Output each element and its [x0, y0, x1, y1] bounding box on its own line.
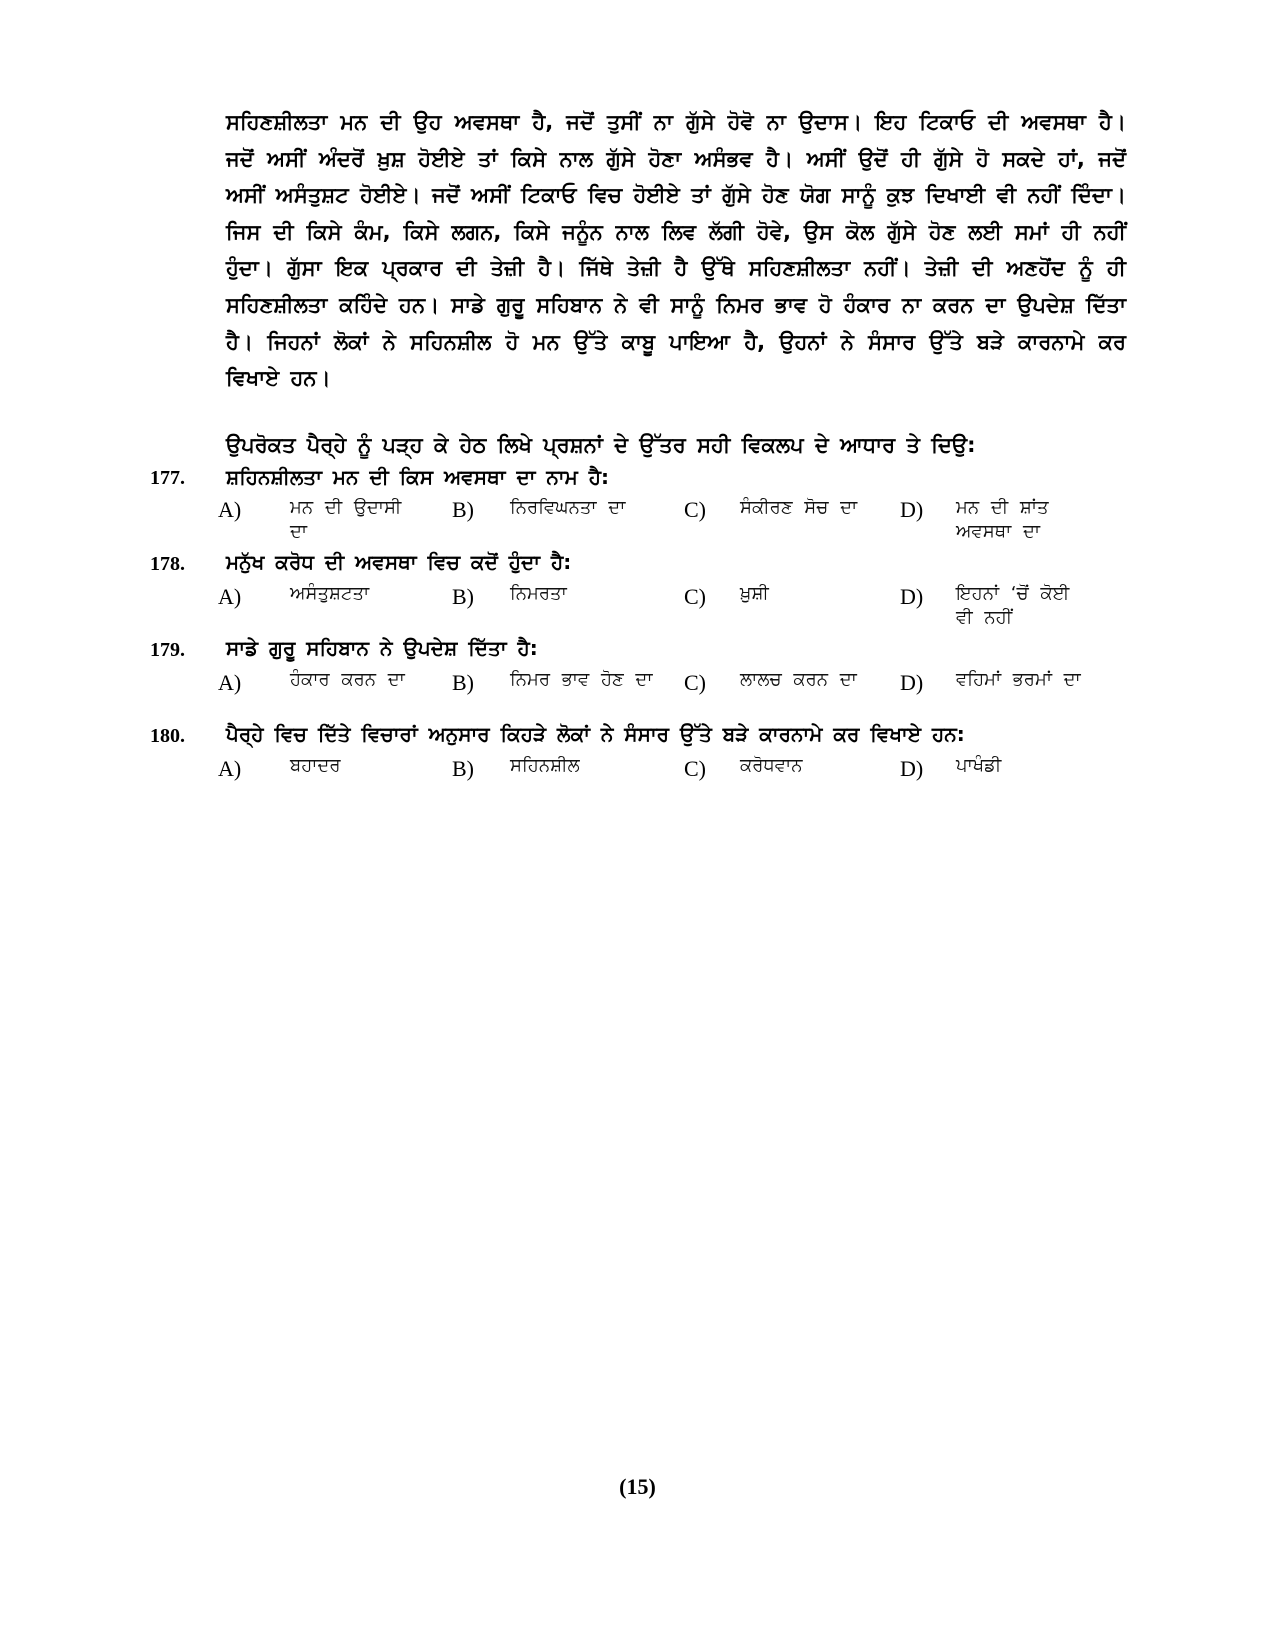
- question-text: ਮਨੁੱਖ ਕਰੋਧ ਦੀ ਅਵਸਥਾ ਵਿਚ ਕਦੋਂ ਹੁੰਦਾ ਹੈ:: [226, 550, 572, 574]
- question-text: ਸ਼ਹਿਨਸ਼ੀਲਤਾ ਮਨ ਦੀ ਕਿਸ ਅਵਸਥਾ ਦਾ ਨਾਮ ਹੈ:: [226, 465, 610, 489]
- question-number: 177.: [150, 467, 185, 489]
- option-text[interactable]: ਲਾਲਚ ਕਰਨ ਦਾ: [740, 669, 857, 690]
- option-letter: C): [684, 670, 706, 695]
- option-text[interactable]: ਨਿਮਰ ਭਾਵ ਹੋਣ ਦਾ: [510, 669, 653, 690]
- option-text[interactable]: ਪਾਖੰਡੀ: [956, 755, 1002, 776]
- instruction-text: ਉਪਰੋਕਤ ਪੈਰ੍ਹੇ ਨੂੰ ਪੜ੍ਹ ਕੇ ਹੇਠ ਲਿਖੇ ਪ੍ਰਸ਼ਨਾਂ ਦੇ ਉੱਤਰ ਸਹੀ ਵਿਕਲਪ ਦੇ ਆਧਾਰ ਤੇ ਦਿਉ:: [226, 433, 976, 457]
- option-text[interactable]: ਖ਼ੁਸ਼ੀ: [740, 583, 769, 604]
- option-letter: D): [900, 584, 924, 609]
- question-number: 178.: [150, 553, 185, 575]
- option-text[interactable]: ਇਹਨਾਂ ‘ਚੋਂ ਕੋਈ ਵੀ ਨਹੀਂ: [956, 583, 1070, 628]
- option-letter: C): [684, 497, 706, 522]
- page-number: (15): [619, 1474, 656, 1499]
- option-letter: C): [684, 584, 706, 609]
- option-text[interactable]: ਨਿਰਵਿਘਨਤਾ ਦਾ: [510, 497, 626, 518]
- option-text[interactable]: ਸੰਕੀਰਣ ਸੋਚ ਦਾ: [740, 497, 858, 518]
- option-letter: C): [684, 756, 706, 781]
- question-number: 179.: [150, 639, 185, 661]
- option-letter: B): [452, 756, 474, 781]
- option-letter: A): [218, 670, 242, 695]
- option-letter: D): [900, 497, 924, 522]
- option-text[interactable]: ਬਹਾਦਰ: [290, 755, 341, 776]
- question-text: ਸਾਡੇ ਗੁਰੂ ਸਹਿਬਾਨ ਨੇ ਉਪਦੇਸ਼ ਦਿੱਤਾ ਹੈ:: [226, 636, 538, 660]
- option-letter: B): [452, 670, 474, 695]
- option-letter: A): [218, 756, 242, 781]
- option-letter: D): [900, 670, 924, 695]
- option-letter: A): [218, 497, 242, 522]
- option-letter: D): [900, 756, 924, 781]
- option-text[interactable]: ਵਹਿਮਾਂ ਭਰਮਾਂ ਦਾ: [956, 669, 1081, 690]
- option-text[interactable]: ਅਸੰਤੁਸ਼ਟਤਾ: [290, 583, 370, 604]
- question-text: ਪੈਰ੍ਹੇ ਵਿਚ ਦਿੱਤੇ ਵਿਚਾਰਾਂ ਅਨੁਸਾਰ ਕਿਹੜੇ ਲੋਕਾਂ ਨੇ ਸੰਸਾਰ ਉੱਤੇ ਬੜੇ ਕਾਰਨਾਮੇ ਕਰ ਵਿਖਾਏ ਹਨ:: [226, 722, 965, 746]
- option-letter: A): [218, 584, 242, 609]
- option-text[interactable]: ਨਿਮਰਤਾ: [510, 583, 567, 604]
- question-number: 180.: [150, 725, 185, 747]
- option-text[interactable]: ਹੰਕਾਰ ਕਰਨ ਦਾ: [290, 669, 405, 690]
- option-letter: B): [452, 497, 474, 522]
- option-text[interactable]: ਕਰੋਧਵਾਨ: [740, 755, 803, 776]
- option-text[interactable]: ਮਨ ਦੀ ਉਦਾਸੀ ਦਾ: [290, 497, 402, 542]
- option-letter: B): [452, 584, 474, 609]
- reading-passage: ਸਹਿਣਸ਼ੀਲਤਾ ਮਨ ਦੀ ਉਹ ਅਵਸਥਾ ਹੈ, ਜਦੋਂ ਤੁਸੀਂ ਨਾ ਗੁੱਸੇ ਹੋਵੋ ਨਾ ਉਦਾਸ। ਇਹ ਟਿਕਾਓ ਦੀ ਅਵਸਥਾ ਹੈ। ਜਦੋਂ ਅਸੀਂ ਅੰਦਰੋਂ ਖ਼ੁਸ਼ ਹੋਈਏ ਤਾਂ ਕਿਸੇ ਨਾਲ ਗੁੱਸੇ ਹੋਣਾ ਅਸੰਭਵ ਹੈ। ਅਸੀਂ ਉਦੋਂ ਹੀ ਗੁੱਸੇ ਹੋ ਸਕਦੇ ਹਾਂ, ਜਦੋਂ ਅਸੀਂ ਅਸੰਤੁਸ਼ਟ ਹੋਈਏ। ਜਦੋਂ ਅਸੀਂ ਟਿਕਾਓ ਵਿਚ ਹੋਈਏ ਤਾਂ ਗੁੱਸੇ ਹੋਣ ਯੋਗ ਸਾਨੂੰ ਕੁਝ ਦਿਖਾਈ ਵੀ ਨਹੀਂ ਦਿੰਦਾ। ਜਿਸ ਦੀ ਕਿਸੇ ਕੰਮ, ਕਿਸੇ ਲਗਨ, ਕਿਸੇ ਜਨੂੰਨ ਨਾਲ ਲਿਵ ਲੱਗੀ ਹੋਵੇ, ਉਸ ਕੋਲ ਗੁੱਸੇ ਹੋਣ ਲਈ ਸਮਾਂ ਹੀ ਨਹੀਂ ਹੁੰਦਾ। ਗੁੱਸਾ ਇਕ ਪ੍ਰਕਾਰ ਦੀ ਤੇਜ਼ੀ ਹੈ। ਜਿੱਥੇ ਤੇਜ਼ੀ ਹੈ ਉੱਥੇ ਸਹਿਣਸ਼ੀਲਤਾ ਨਹੀਂ। ਤੇਜ਼ੀ ਦੀ ਅਣਹੋਂਦ ਨੂੰ ਹੀ ਸਹਿਣਸ਼ੀਲਤਾ ਕਹਿੰਦੇ ਹਨ। ਸਾਡੇ ਗੁਰੂ ਸਹਿਬਾਨ ਨੇ ਵੀ ਸਾਨੂੰ ਨਿਮਰ ਭਾਵ ਹੋ ਹੰਕਾਰ ਨਾ ਕਰਨ ਦਾ ਉਪਦੇਸ਼ ਦਿੱਤਾ ਹੈ। ਜਿਹਨਾਂ ਲੋਕਾਂ ਨੇ ਸਹਿਨਸ਼ੀਲ ਹੋ ਮਨ ਉੱਤੇ ਕਾਬੂ ਪਾਇਆ ਹੈ, ਉਹਨਾਂ ਨੇ ਸੰਸਾਰ ਉੱਤੇ ਬੜੇ ਕਾਰਨਾਮੇ ਕਰ ਵਿਖਾਏ ਹਨ।: [226, 110, 1126, 391]
- option-text[interactable]: ਸਹਿਨਸ਼ੀਲ: [510, 755, 580, 776]
- option-text[interactable]: ਮਨ ਦੀ ਸ਼ਾਂਤ ਅਵਸਥਾ ਦਾ: [956, 497, 1049, 542]
